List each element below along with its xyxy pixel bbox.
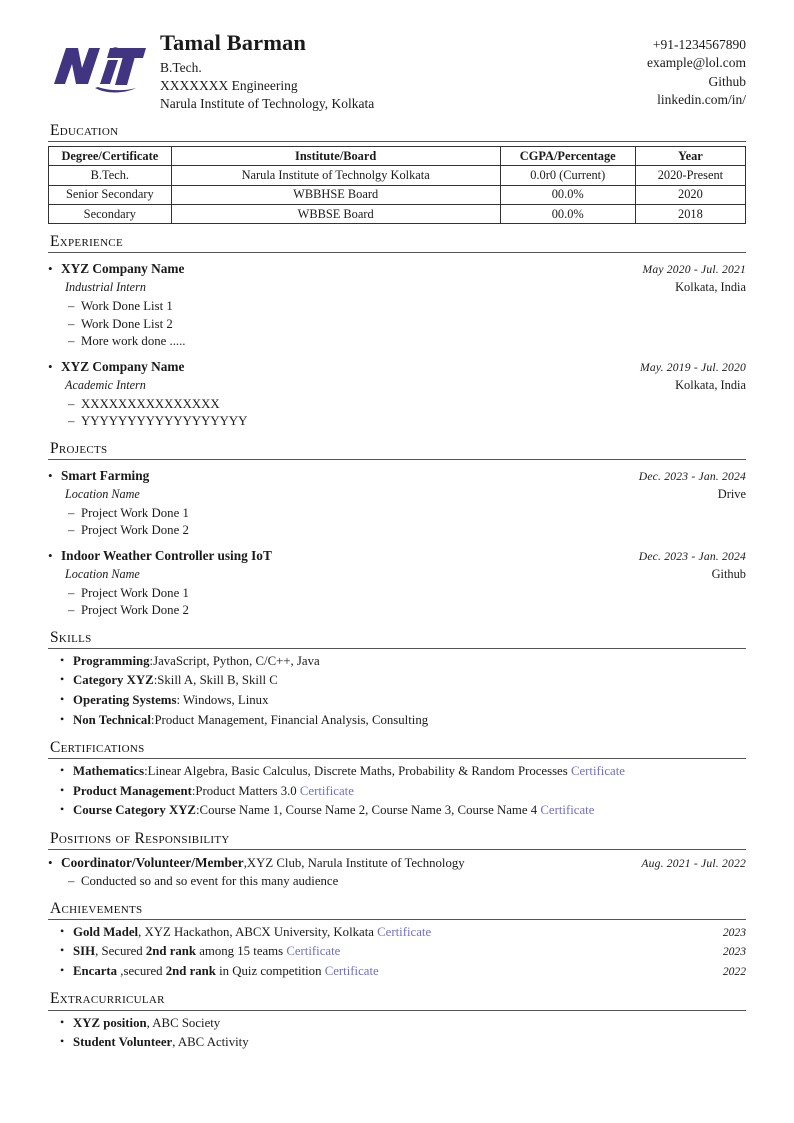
- page-title: Tamal Barman: [160, 30, 307, 55]
- list-item: [60, 1033, 746, 1053]
- achievement-detail: ,secured: [117, 963, 166, 978]
- skill-separator: :: [150, 712, 155, 727]
- experience-company: XYZ Company Name: [61, 359, 185, 375]
- list-item: [60, 691, 746, 711]
- project-entry: [48, 547, 746, 620]
- section-rule: [48, 141, 746, 142]
- table-row: [49, 166, 746, 185]
- achievement-detail: , Secured: [95, 944, 146, 959]
- section-skills: [48, 629, 746, 730]
- skill-separator: :: [153, 673, 158, 688]
- project-link[interactable]: Github: [711, 566, 746, 581]
- list-item: – Project Work Done 2: [68, 602, 746, 620]
- bullet-icon: •: [48, 261, 53, 277]
- cell-institute: Narula Institute of Technolgy Kolkata: [171, 166, 500, 185]
- project-link[interactable]: Drive: [717, 487, 746, 501]
- list-item: – Work Done List 1: [68, 298, 746, 316]
- skill-value: Skill A, Skill B, Skill C: [157, 673, 278, 688]
- section-rule: [48, 919, 746, 920]
- experience-entry: [48, 358, 746, 431]
- skill-separator: :: [149, 653, 154, 668]
- experience-points: [48, 396, 746, 431]
- skill-value: JavaScript, Python, C/C++, Java: [153, 653, 320, 668]
- col-header-year: Year: [635, 147, 745, 166]
- list-item: [60, 652, 746, 672]
- certification-value: Linear Algebra, Basic Calculus, Discrete Maths, Probability & Random Processes: [147, 764, 568, 779]
- col-header-cgpa: CGPA/Percentage: [500, 147, 635, 166]
- contact-github-link[interactable]: Github: [708, 73, 746, 89]
- resume-header: [48, 30, 746, 113]
- cell-year: 2018: [635, 205, 745, 224]
- certifications-list: [48, 762, 746, 821]
- experience-date: May. 2019 - Jul. 2020: [640, 361, 746, 375]
- contact-linkedin-link[interactable]: linkedin.com/in/: [657, 92, 746, 108]
- cell-year: 2020-Present: [635, 166, 745, 185]
- list-item: [60, 782, 746, 802]
- project-date: Dec. 2023 - Jan. 2024: [638, 470, 746, 483]
- achievement-year: 2023: [722, 945, 746, 959]
- section-rule: [48, 849, 746, 850]
- skill-separator: :: [176, 693, 183, 708]
- section-title-experience: Experience: [50, 233, 123, 251]
- table-header-row: [49, 147, 746, 166]
- section-title-certifications: Certifications: [50, 739, 145, 757]
- certification-label: Mathematics: [73, 764, 145, 779]
- skill-label: Programming: [73, 653, 150, 668]
- extracurricular-title: Student Volunteer: [73, 1035, 173, 1050]
- section-rule: [48, 459, 746, 460]
- experience-location: Kolkata, India: [675, 280, 746, 295]
- extracurricular-detail: , ABC Society: [146, 1015, 221, 1030]
- certificate-link[interactable]: Certificate: [299, 783, 354, 798]
- extracurricular-detail: , ABC Activity: [172, 1035, 249, 1050]
- col-header-degree: Degree/Certificate: [49, 147, 172, 166]
- certificate-link[interactable]: Certificate: [286, 944, 341, 959]
- achievement-detail: , XYZ Hackathon, ABCX University, Kolkata: [138, 924, 378, 939]
- list-item: – Project Work Done 2: [68, 522, 746, 540]
- contact-phone: +91-1234567890: [652, 37, 746, 52]
- extracurricular-title: XYZ position: [73, 1015, 147, 1030]
- nit-logo-icon: [48, 38, 148, 96]
- skill-label: Operating Systems: [73, 693, 177, 708]
- col-header-institute: Institute/Board: [171, 147, 500, 166]
- certification-separator: :: [195, 803, 200, 818]
- experience-role: Industrial Intern: [65, 280, 146, 295]
- certificate-link[interactable]: Certificate: [324, 963, 379, 978]
- skills-list: [48, 652, 746, 730]
- position-detail: ,XYZ Club, Narula Institute of Technology: [243, 856, 465, 871]
- project-location-name: Location Name: [65, 566, 140, 581]
- achievement-title: Encarta: [73, 963, 118, 978]
- bullet-icon: •: [48, 855, 53, 871]
- nit-logo: [48, 30, 156, 96]
- certification-label: Course Category XYZ: [73, 803, 196, 818]
- certification-separator: :: [191, 783, 196, 798]
- section-title-extracurricular: Extracurricular: [50, 990, 165, 1008]
- experience-entry: [48, 260, 746, 351]
- position-date: Aug. 2021 - Jul. 2022: [641, 857, 746, 871]
- position-points: [48, 873, 746, 891]
- achievement-title: SIH: [73, 944, 96, 959]
- section-rule: [48, 758, 746, 759]
- list-item: [60, 801, 746, 821]
- bullet-icon: •: [48, 359, 53, 375]
- certificate-link[interactable]: Certificate: [540, 803, 595, 818]
- achievement-tail: in Quiz competition: [215, 963, 325, 978]
- project-date: Dec. 2023 - Jan. 2024: [638, 549, 746, 563]
- table-row: [49, 205, 746, 224]
- skill-value: Product Management, Financial Analysis, Consulting: [154, 712, 429, 727]
- section-projects: [48, 440, 746, 620]
- institute-line: Narula Institute of Technology, Kolkata: [160, 96, 375, 112]
- list-item: [60, 923, 746, 943]
- project-points: [48, 505, 746, 540]
- list-item: [60, 711, 746, 731]
- certificate-link[interactable]: Certificate: [570, 764, 625, 779]
- education-table: [48, 146, 746, 224]
- cell-institute: WBBHSE Board: [171, 185, 500, 204]
- achievement-title: Gold Madel: [73, 924, 139, 939]
- project-entry: [48, 467, 746, 540]
- cell-degree: Senior Secondary: [49, 185, 172, 204]
- section-experience: [48, 233, 746, 431]
- list-item: [60, 671, 746, 691]
- list-item: [60, 942, 746, 962]
- experience-role: Academic Intern: [65, 378, 146, 393]
- experience-location: Kolkata, India: [675, 378, 746, 393]
- bullet-icon: •: [48, 547, 53, 563]
- list-item: [60, 762, 746, 782]
- section-positions: [48, 830, 746, 891]
- section-title-projects: Projects: [50, 439, 108, 457]
- list-item: – Work Done List 2: [68, 316, 746, 334]
- skill-label: Non Technical: [73, 712, 151, 727]
- project-location-name: Location Name: [65, 487, 140, 501]
- section-certifications: [48, 739, 746, 821]
- certification-value: Product Matters 3.0: [195, 783, 297, 798]
- list-item: – YYYYYYYYYYYYYYYYYY: [68, 413, 746, 431]
- section-extracurricular: [48, 990, 746, 1052]
- cell-cgpa: 00.0%: [500, 205, 635, 224]
- experience-points: [48, 298, 746, 351]
- skill-value: Windows, Linux: [182, 693, 269, 708]
- table-row: [49, 185, 746, 204]
- list-item: [60, 962, 746, 982]
- project-points: [48, 585, 746, 620]
- cell-degree: Secondary: [49, 205, 172, 224]
- degree-line: B.Tech.: [160, 59, 202, 75]
- section-title-positions: Positions of Responsibility: [50, 829, 230, 847]
- position-title: Coordinator/Volunteer/Member: [61, 855, 244, 871]
- section-rule: [48, 1010, 746, 1011]
- certification-value: Course Name 1, Course Name 2, Course Name 3, Course Name 4: [199, 803, 538, 818]
- cell-year: 2020: [635, 185, 745, 204]
- section-achievements: [48, 900, 746, 982]
- list-item: – More work done .....: [68, 333, 746, 351]
- project-title: Smart Farming: [61, 468, 150, 483]
- skill-label: Category XYZ: [73, 673, 154, 688]
- achievement-year: 2023: [722, 925, 746, 939]
- certification-separator: :: [144, 764, 148, 779]
- achievements-list: [48, 923, 746, 982]
- achievement-tail: among 15 teams: [196, 944, 287, 959]
- extracurricular-list: [48, 1014, 746, 1053]
- bullet-icon: •: [48, 468, 53, 483]
- project-title: Indoor Weather Controller using IoT: [61, 547, 272, 563]
- list-item: – Project Work Done 1: [68, 505, 746, 523]
- experience-date: May 2020 - Jul. 2021: [642, 263, 746, 277]
- certification-label: Product Management: [73, 783, 192, 798]
- cell-cgpa: 00.0%: [500, 185, 635, 204]
- contact-block: [556, 30, 746, 110]
- certificate-link[interactable]: Certificate: [377, 924, 432, 939]
- branch-line: XXXXXXX Engineering: [160, 77, 298, 93]
- list-item: – Project Work Done 1: [68, 585, 746, 603]
- cell-cgpa: 0.0r0 (Current): [500, 166, 635, 185]
- identity-block: [156, 30, 556, 113]
- cell-degree: B.Tech.: [49, 166, 172, 185]
- list-item: [60, 1014, 746, 1034]
- achievement-rank: 2nd rank: [165, 963, 216, 978]
- section-education: [48, 122, 746, 224]
- achievement-rank: 2nd rank: [145, 944, 197, 959]
- achievement-year: 2022: [722, 964, 746, 978]
- cell-institute: WBBSE Board: [171, 205, 500, 224]
- list-item: – Conducted so and so event for this many audience: [68, 873, 746, 891]
- list-item: – XXXXXXXXXXXXXXX: [68, 396, 746, 414]
- contact-email[interactable]: example@lol.com: [646, 55, 746, 71]
- position-entry: [48, 854, 746, 891]
- section-title-education: Education: [50, 122, 119, 140]
- section-rule: [48, 648, 746, 649]
- section-rule: [48, 252, 746, 253]
- section-title-skills: Skills: [50, 628, 92, 646]
- section-title-achievements: Achievements: [50, 899, 143, 917]
- experience-company: XYZ Company Name: [61, 261, 185, 277]
